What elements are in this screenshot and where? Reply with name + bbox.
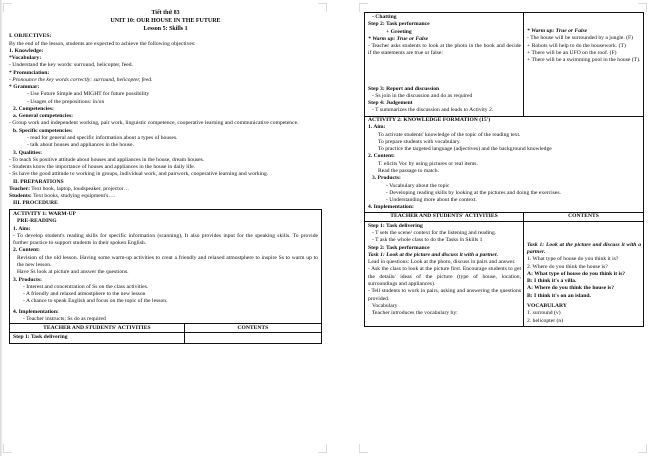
warmup-contents-cell xyxy=(524,13,644,117)
act2-contents-task1-title: Task 1: Look at the picture and discuss it with a partner. xyxy=(527,241,641,256)
page-edge-shadow xyxy=(0,0,3,456)
activity-1-implementation-text: - Teacher instructs; Ss do as required xyxy=(23,315,106,322)
act2-vocab-item-2: 2. helicopter (n) xyxy=(527,317,564,324)
lesson-title: Lesson 5: Skills 1 xyxy=(143,26,188,33)
act2-pairs: - Tell students to work in pairs, asking and answering the questions provided. xyxy=(368,288,522,302)
qualities-item-2: - Students know the importance of houses and appliances in the house in daily life. xyxy=(9,164,196,171)
activity-1-subtitle: PRE-READING xyxy=(17,218,57,225)
warmup-gap xyxy=(368,58,521,86)
preparations-heading: II. PREPARATIONS xyxy=(13,178,64,185)
objectives-heading: I. OBJECTIVES: xyxy=(9,33,52,40)
vocabulary-item: - Understand the key words: surround, helicopter, feed. xyxy=(9,62,133,69)
crop-mark-top-left-icon-right xyxy=(359,3,368,12)
act2-step2: Step 2: Task performance xyxy=(368,244,430,251)
activity-1-aim-text: - To develop student's reading skills for specific information (scanning), It also provides input for the speaking skills. To provide further practice to support students in their spoken English. xyxy=(13,232,318,247)
activity-2-products-item-1: - Vocabulary about the topic xyxy=(386,182,450,189)
activity-2-implementation-heading: 4. Implementation: xyxy=(368,204,414,211)
act2-step1-text-1: - T sets the scene/ context for the listening and reading. xyxy=(372,230,497,237)
activity-1-content-text-1: Revision of the old lesson. Having some warm-up activities to creat a friendly and relaxed atmostphere to inspire Ss to warm up to the new lesson. xyxy=(17,254,318,269)
act2-dialogue-a1: A: What type of house do you think it is? xyxy=(527,270,626,277)
activity-2-table xyxy=(364,212,644,327)
specific-competencies-item-1: - read for general and specific information about a types of houses. xyxy=(27,135,178,141)
procedure-heading: III. PROCEDURE xyxy=(13,200,58,207)
activity-1-products-heading: 3. Products: xyxy=(13,276,42,283)
table-header-activities: TEACHER AND STUDENTS' ACTIVITIES xyxy=(10,324,185,333)
activity-2-content-heading: 2. Content: xyxy=(368,153,395,160)
table-header-contents: CONTENTS xyxy=(184,324,321,333)
table-header-activities-2: TEACHER AND STUDENTS' ACTIVITIES xyxy=(365,212,524,221)
act2-dialogue-b1: B: I think it's a villa. xyxy=(527,278,577,285)
act2-question-1: 1. What type of house do you think it is? xyxy=(527,256,619,263)
activity-1-content-text-2: Have Ss look at picture and answer the questions. xyxy=(17,269,129,276)
warmup-step3-text: - Ss join in the discussion and do as required xyxy=(372,92,473,99)
activity-2-title: ACTIVITY 2: KNOWLEDGE FORMATION (15') xyxy=(368,117,491,124)
activity-1-products-item-2: - A friendly and relaxed atmostphere to the new lesson xyxy=(23,291,146,298)
act2-task1-heading xyxy=(368,252,521,259)
qualities-heading: 3. Qualities: xyxy=(13,149,43,156)
document-page-right xyxy=(356,0,650,456)
vocabulary-heading: *Vocabulary: xyxy=(9,55,42,62)
preparations-students-text: Text books, studying equipment's…. xyxy=(31,193,116,200)
act2-lead-in: Lead in questions: Look at the photo, discuss in pairs and answer. xyxy=(368,259,516,266)
activity-1-box xyxy=(9,209,322,323)
warmup-contents-title: * Warm up: True or False xyxy=(527,28,588,34)
activity-2-aim-heading: 1. Aim: xyxy=(368,124,386,131)
activity-2-contents-cell xyxy=(524,221,644,326)
preparations-teacher-text: Text book, laptop, loudspeaker, projector… xyxy=(30,185,130,192)
warmup-step2: Step 2: Task performance xyxy=(368,21,430,28)
preparations-students xyxy=(9,193,322,200)
activity-2-content-item-1: T. elicits Voc by using pictures or real items. xyxy=(378,160,478,167)
pronunciation-item: - Pronounce the key words correctly: surround, helicopter, feed. xyxy=(9,76,153,83)
activity-1-products-item-1: - Interest and concentration of Ss on the class activities. xyxy=(23,283,149,290)
activity-2-products-item-2: - Developing reading skills by looking at the pictures and doing the exercises. xyxy=(386,189,561,196)
warmup-step4-text: - T summarizes the discussion and leads to Activity 2. xyxy=(372,107,494,114)
activity-1-implementation-heading: 4. Implementation: xyxy=(13,308,59,315)
specific-competencies-heading: b. Specific competencies: xyxy=(13,127,73,134)
crop-mark-bottom-right-icon-right xyxy=(638,444,647,453)
unit-title: UNIT 10: OUR HOUSE IN THE FUTURE xyxy=(110,18,221,25)
qualities-item-3: - Ss have the good attitude to working in groups, individual work, and pairwork, cooperative learning and working. xyxy=(9,171,269,178)
preparations-teacher xyxy=(9,186,322,193)
act2-vocab-item-1: 1. surround (v) xyxy=(527,310,561,317)
warmup-greeting: + Greeting xyxy=(386,28,412,35)
activity-2-aim-item-2: To prepare students with vocabulary. xyxy=(378,138,461,145)
warmup-statement-3: + There will be an UFO on the roof. (F) xyxy=(527,49,617,56)
table-cell-contents-empty xyxy=(184,333,321,343)
crop-mark-top-right-icon-right xyxy=(638,3,647,12)
table-cell-step1: Step 1: Task delivering xyxy=(10,333,185,343)
preparations-students-label: Students: xyxy=(9,193,32,200)
act2-teacher-introduces: Teacher introduces the vocabulary by: xyxy=(372,310,458,317)
warmup-table xyxy=(364,12,644,117)
table-row xyxy=(365,221,644,326)
preparations-teacher-label: Teacher: xyxy=(9,185,30,192)
warmup-statement-2: + Robots will help to do the housework. (T) xyxy=(527,42,626,49)
page-gutter xyxy=(330,0,356,456)
pronunciation-heading: * Pronunciation: xyxy=(9,69,50,76)
activity-1-aim-heading: 1. Aim: xyxy=(13,225,31,232)
warmup-statement-4: + There will be a swimming pool in the house (T). xyxy=(527,57,641,64)
activity-1-products-item-3: - A chance to speak English and focus on the topic of the lesson. xyxy=(23,298,168,305)
act2-task1-label: Task 1: Look at the picture and discuss it with a partner. xyxy=(368,251,498,258)
act2-step1-text-2: - T ask the whole class to do the Tasks in Skills 1 xyxy=(372,237,483,244)
act2-vocabulary-heading: VOCABULARY xyxy=(527,303,567,309)
activity-2-activities-cell xyxy=(365,221,524,326)
activity-2-aim-item-1: To activate students' knowledge of the topic of the reading text. xyxy=(378,131,521,138)
activity-1-content-heading: 2. Content: xyxy=(13,247,40,254)
warmup-true-false-title: * Warm up: True or False xyxy=(368,35,429,42)
qualities-item-1: - To teach Ss positive attitude about houses and appliances in the house, dream houses. xyxy=(9,156,205,163)
activity-1-title: ACTIVITY 1: WARM-UP xyxy=(13,211,76,218)
warmup-contents-top-gap xyxy=(527,14,641,28)
activity-2-products-item-3: - Understanding more about the context. xyxy=(386,197,477,204)
general-competencies-heading: a. General competencies: xyxy=(13,113,74,120)
crop-mark-bottom-left-icon xyxy=(3,444,12,453)
act2-dialogue-b2: B: I think it's on an island. xyxy=(527,292,591,299)
activity-2-aim-item-3: To practice the targeted language (adjectives) and the background knowledge xyxy=(378,146,552,153)
crop-mark-bottom-left-icon-right xyxy=(359,444,368,453)
table-row xyxy=(10,333,322,343)
warmup-step3: Step 3: Report and discussion xyxy=(368,85,440,92)
competencies-heading: 2. Competencies: xyxy=(13,105,54,112)
warmup-chatting: - Chatting xyxy=(372,14,397,20)
activity-2-content-item-2: Read the passage to match. xyxy=(378,168,439,175)
activity-2-products-heading: 3. Products: xyxy=(372,175,401,182)
grammar-item-2: - Usages of the prepositions: in/on xyxy=(27,98,105,105)
act2-contents-top-gap xyxy=(527,223,641,242)
act2-step1: Step 1: Task delivering xyxy=(368,222,423,229)
act2-vocabulary-label: Vocabulary xyxy=(372,302,398,309)
knowledge-heading: 1. Knowledge: xyxy=(9,47,44,54)
table-row xyxy=(365,13,644,117)
objectives-intro: By the end of the lesson, students are expected to achieve the following objectives: xyxy=(9,40,196,47)
act2-question-2: 2. Where do you think the house is? xyxy=(527,263,608,270)
table-header-contents-2: CONTENTS xyxy=(524,212,644,221)
warmup-teacher-instruction: - Teacher asks students to look at the photo in the book and decide if the statements are true or false: xyxy=(368,43,522,57)
warmup-activities-cell xyxy=(365,13,524,117)
specific-competencies-item-2: - talk about houses and appliances in the house. xyxy=(27,142,134,149)
general-competencies-text: - Group work and independent working, pair work, linguistic competence, cooperative learning and communicative competence. xyxy=(9,120,299,127)
table-header-row xyxy=(10,324,322,333)
warmup-step4: Step 4: Judgement xyxy=(368,100,413,107)
table-header-row xyxy=(365,212,644,221)
activity-2-box xyxy=(364,116,644,212)
warmup-statement-1: - The house will be surrounded by a jungle. (F) xyxy=(527,35,634,42)
grammar-item-1: - Use Future Simple and MIGHT for future possibility xyxy=(27,91,150,98)
act2-encourage: - Ask the class to look at the picture first. Encourage students to get the details/ ideas of the picture (type of house, location, surroundings and appliances). xyxy=(368,266,522,287)
grammar-heading: * Grammar: xyxy=(9,84,40,91)
crop-mark-bottom-right-icon xyxy=(318,444,327,453)
lesson-period: Tiết thứ 83 xyxy=(151,10,180,16)
act2-dialogue-a2: A: Where do you think the house is? xyxy=(527,285,615,292)
activity-1-table xyxy=(9,323,322,344)
